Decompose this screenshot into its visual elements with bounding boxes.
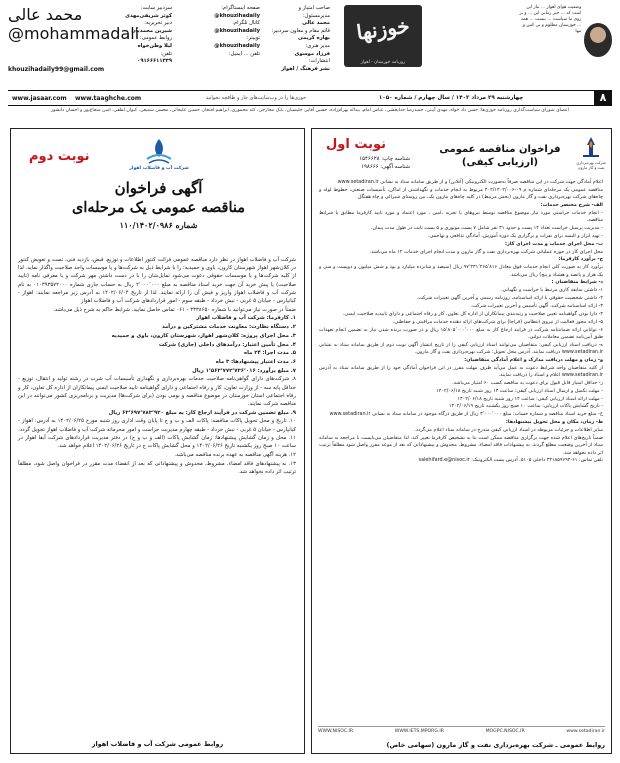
clause: ۱۳. به پیشنهادهای فاقد امضاء، مشروط، مخدوش و پیشنهاداتی که بعد از انقضاء مدت مقرر در فراخوان واصل شود، مطلقاً ترتیب اثر داده نخواهد شد. — [18, 460, 296, 476]
site-link[interactable]: www.taaghche.com — [74, 94, 142, 102]
body-paragraph: - تهیه ابزار و البسه برای نفرات و برگزاری یک دوره آموزش، آمادگی تدافعی و تهاجمی. — [427, 232, 603, 239]
tender-title — [17, 179, 300, 231]
print-id: شناسه چاپ: ۱۵۴۶۶۲۸ — [359, 156, 410, 162]
section-heading: ج- برآورد کارفرما: — [558, 256, 603, 263]
staff-line: @khouzihadaily — [214, 12, 260, 19]
body-paragraph: ۴- دارا بودن گواهینامه تعیین صلاحیت و رتبه‌بندی پیمانکاران از اداره کل تعاون، کار و رفاه اجتماعی و دارای تاییدیه صلاحیت ایمنی. — [342, 310, 603, 317]
section-heading: ب- محل اجرای خدمات و مدت اجرای کار: — [505, 240, 603, 247]
water-company-logo-icon — [129, 137, 189, 167]
section-heading: ط- زمان، مکان و محل تحویل پیشنهادها: — [505, 419, 603, 426]
body-paragraph: محل اجرای کار در حوزه عملیاتی شرکت بهره‌برداری نفت و گاز مارون و مدت انجام اجرای خدمات ۱۲ ماه می‌باشد. — [369, 248, 603, 255]
staff-list-2 — [182, 5, 260, 58]
staff-line: ۰۹۱۶۶۶۱۱۳۳۹ — [137, 58, 172, 65]
editorial-text: وضعیت هوای اهواز ... نیاز این است که ... خبر زمانی این ... و بر روی ما سیاست ... نیست ... همه ... خوزستان مظلوم و بی کس و تنها — [519, 5, 582, 35]
tender-body — [18, 256, 296, 477]
tender-ad-marun — [311, 128, 612, 754]
footer-link[interactable]: www.setadiran.ir — [566, 729, 605, 734]
footer-link[interactable]: WWW.IETS.MPORG.IR — [394, 729, 444, 734]
staff-line: @khouzihadaily — [214, 42, 260, 49]
policy-council: اعضای شورای سیاست‌گذاری روزنامه خوزی‌ها: حسن داد خواه، مهدی آیینی، حمیدرضا خدابخشی، عباس امام، بیداله بهرام‌زاده، حسین آقایی جلیسیان، بابک مخارجی، کته محموری، ابراهیم افتخار، حسین علیخانی، محسن سمیعی، کیوان لطفی، امین شجاع‌پور و احسان دانشور — [50, 108, 570, 113]
read-online-slogan: خوزی‌ها را در وب‌سایت‌های جار و طاقچه بخوانید — [205, 95, 307, 101]
ad-signature: روابط عمومی ـ شرکت بهره‌برداری نفت و گاز مارون (سهامی خاص) — [386, 741, 605, 749]
staff-line: لیلا وطن‌خواه — [137, 42, 172, 49]
tender-title-line2: (ارزیابی کیفی) — [461, 157, 539, 168]
body-paragraph: - تاریخ گشایش پاکات ارزیابی: ساعت ۱۰ صبح روز یکشنبه تاریخ ۱۴۰۲/۰۶/۱۹ — [448, 403, 603, 410]
newspaper-logo — [344, 5, 422, 67]
footer-link[interactable]: MOGPC.NISOC.IR — [485, 729, 525, 734]
staff-line: انتشارات: — [308, 58, 330, 65]
staff-line: شیرین محمدیان — [131, 27, 172, 34]
nisoc-logo-icon — [579, 135, 603, 159]
site-link[interactable]: www.jasaar.com — [12, 94, 67, 102]
contact-email[interactable]: khouzihadaily99@gmail.com — [8, 66, 105, 73]
body-paragraph: مناقصه عمومی یک مرحله‌ای شماره م ۰۹-۴۰۲/۱۴۰۲/۰۰۶ مربوط به انجام خدمات و نگهداشتی از اماکن، تأسیسات صنعتی، خطوط لوله و چاه‌های شرکت بهره‌برداری نفت و گاز مارون (بخش مرتبط) در کلیه چاه‌های مارون یک، بین روستای شیرالی و چاه هفتگل — [319, 186, 603, 201]
body-paragraph: ح- مبلغ خرید اسناد مناقصه و شماره حساب: مبلغ ۳٬۰۰۰٬۰۰۰ ریال از طریق درگاه موجود در سامانه ستاد به نشانی www.setadiran.ir — [329, 411, 603, 418]
tender-ad-water — [10, 128, 305, 754]
round-label: نوبت اول — [326, 137, 387, 152]
body-paragraph: سایر اطلاعات و جزئیات مربوطه در اسناد ارزیابی کیفی مندرج در سامانه ستاد اعلام می‌گردد. — [414, 427, 603, 433]
body-paragraph: ۶- توانایی ارائه ضمانتنامه شرکت در فرایند ارجاع کار به مبلغ ۱۵٬۸۰۵٬۰۰۰٬۰۰۰ ریال و در صورت برنده شدن نیاز به تضمین انجام تعهدات طبق آیین‌نامه تضمین معاملات دولتی. — [319, 326, 603, 340]
staff-line: روابط عمومی: — [139, 35, 172, 42]
body-paragraph: اعلام آمادگی جهت شرکت در این مناقصه صرفاً به‌صورت الکترونیکی (آنلاین) و از طریق سامانه ستاد به نشانی www.setadiran.ir — [337, 179, 603, 185]
body-paragraph: شرکت آب و فاضلاب اهواز در نظر دارد مناقصه عمومی قرائت کنتور اطلاعات و توزیع، قبض، بازدید فنی، تست و تعویض کنتور در کلان‌شهر اهواز شهرستان کارون، باوی و حمیدیه؛ را با شرایط ذیل به شرکت‌ها و یا موسسات واجد صلاحیت واگذار نماید. لذا از کلیه شرکت‌ها و یا موسسات حقوقی دعوت می‌شود تمایل‌شان را با در دست داشتن مهر شرکت و با معرفی نامه (تایید صلاحیت) یا پیش خرید آن جهت خرید اسناد مناقصه به مبلغ ۲٬۰۰۰٬۰۰۰ ریال به حساب جاری شماره ۰۱۰۳۹۳۵۷۲۰۰۰ به نام شرکت آب و فاضلاب اهواز واریز و فیش آن را ارائه نمایند. لذا از تاریخ ۱۴۰۲/۰۶/۰۴ به آدرس زیر مراجعه نمایند: اهواز - کیانپارس - خیابان ۵ غربی - نبش خرداد - طبقه سوم - امور قراردادهای شرکت آب و فاضلاب اهواز — [18, 257, 296, 305]
masthead — [8, 5, 612, 85]
clause: ۷. مبلغ برآورد: ۱٬۵۶۳٬۷۷۲٬۷۳۶٬۰۱۶ ریال — [192, 367, 296, 374]
footer-links — [318, 726, 605, 734]
body-paragraph: - مدیریت پرسنل حراست تعداد ۱۴ پست و حدود ۳۱ نفر شامل ۷ پست موتوری و ۵ پست ثابت در طول مدت پیمان. — [370, 225, 603, 232]
site-links — [8, 95, 141, 102]
section-heading: د- شرایط متقاضیان : — [551, 279, 603, 286]
tender-number: شماره ۱۱۰/۱۴۰۲/۰۹۸۶ — [119, 220, 198, 230]
footer-link[interactable]: WWW.NISOC.IR — [318, 729, 354, 734]
staff-line: فرزاد موسوی — [294, 50, 330, 57]
section-heading: و- زمان و مهلت دریافت مدارک و اعلام آمادگی متقاضیان: — [464, 356, 603, 363]
clause: ۹. مبلغ تضمین شرکت در فرآیند ارجاع کار: به مبلغ ۶۳٬۶۹۷٬۷۸۳٬۹۲۰ ریال — [108, 409, 296, 416]
staff-line: محمد عالی — [302, 20, 330, 27]
section-heading: الف- شرح مختصر خدمات: — [540, 202, 603, 209]
body-paragraph: - مهلت تکمیل و ارسال اسناد ارزیابی کیفی: ساعت ۱۴ روز شنبه تاریخ ۱۴۰۲/۰۶/۱۸ — [436, 387, 603, 394]
body-paragraph: ۵- ارائه مجوز فعالیت از نیروی انتظامی (فراجا) برای شرکت‌های ارائه دهنده خدمات مراقبتی و حفاظتی. — [392, 318, 603, 325]
staff-line: کانال تلگرام: — [232, 20, 260, 27]
staff-list-1 — [270, 5, 330, 73]
body-paragraph: - انجام خدمات حراستی مورد نیاز موضوع مناقصه توسط نیروهای با تجربه ،امین ، مورد اعتماد و مورد تایید کارفرما مطابق با شرایط مناقصه. — [319, 209, 603, 224]
tender-title-line2: مناقصه عمومی یک مرحله‌ای — [71, 199, 246, 216]
tender-body — [319, 179, 603, 465]
staff-line: قائم مقام و معاون سردبیر: — [271, 27, 330, 34]
clause: ۱. کارفرما: شرکت آب و فاضلاب اهواز — [196, 315, 296, 322]
body-paragraph: تلفن تماس: ۶۱-۳۴۱۸۵۹۶۹۴ داخلی ۵۱۰۵. آدرس پست الکترونیک: salehifard.e@nisoc.ir — [418, 457, 603, 464]
clause: ۱۰. تاریخ و محل تحویل پاکات مناقصه: پاکات الف و ب و ج تا پایان وقت اداری روز شنبه مورخ ۱۴۰۲/۰۶/۲۵ به آدرس: اهواز - کیانپارس - خیابان ۵ غربی - نبش خرداد - طبقه چهارم مدیریت حراست و امور محرمانه شرکت آب و فاضلاب اهواز تحویل گردد. — [18, 418, 296, 433]
body-paragraph: از کلیه متقاضیان واجد شرایط دعوت به عمل می‌آید ظرف مهلت مقرر در این فراخوان آمادگی خود را از طریق سامانه ستاد به آدرس www.setadiran.ir اعلام و اسناد را دریافت نمایند. — [319, 364, 603, 379]
staff-line: کوثر شریفی‌مهدی — [125, 12, 172, 19]
staff-line: تلفن ... ایمیل: — [228, 50, 260, 57]
staff-line: توییتر: — [246, 35, 260, 42]
editorial-box — [516, 5, 612, 85]
clause: ۲. دستگاه نظارت: معاونت خدمات مشترکین و درآمد — [161, 324, 296, 331]
round-label: نوبت دوم — [29, 149, 90, 164]
issue-date: چهارشنبه ۲۹ مرداد ۱۴۰۲ / سال چهارم / شماره ۱۰۵۰ — [378, 95, 524, 101]
body-paragraph: ۲- داشتن شخصیت حقوقی با ارائه اساسنامه، روزنامه رسمی و آخرین آگهی تغییرات شرکت. — [416, 295, 603, 302]
org-caption: شرکت بهره‌برداری نفت و گاز مارون — [576, 160, 606, 170]
body-paragraph: ۳- ارائه اساسنامه شرکت، آگهی تأسیس و آخرین تغییرات شرکت. — [470, 303, 603, 309]
ad-id: شناسه آگهی: ۱۹۸۶۶۶ — [361, 164, 410, 170]
staff-line: صفحه اینستاگرام: — [221, 5, 260, 11]
body-paragraph: ۱- داشتن سابقه کاری مرتبط با حراست و نگهبانی. — [501, 287, 603, 294]
staff-line: نشر فرهنگ / اهواز — [281, 65, 330, 72]
body-paragraph: ضمناً تاریخ‌های اعلام شده جهت برگزاری مناقصه ممکن است بنا به تشخیص کارفرما تغییر کند. لذا متقاضیان می‌بایست با مراجعه به سامانه ستاد از آخرین وضعیت مطلع گردند. به پیشنهادات فاقد امضاء، مشروط، مخدوش و پیشنهاداتی که بعد از موعد مقرر واصل شود مطلقاً ترتیب اثر داده نخواهد شد. — [319, 434, 603, 456]
editor-handle: @mohammadali — [8, 24, 140, 43]
body-paragraph: برآورد کار به صورت کلی انجام خدمات فوق معادل ۹۷٬۳۳۱٬۲۶۵٬۸۱۶ ریال (سیصد و شانزده میلیارد و نود و شش میلیون و دویست و سی و یک هزار و پانصد و هشتاد و پنج) ریال می‌باشد. — [319, 264, 603, 278]
staff-list-3 — [108, 5, 172, 66]
staff-line: مدیر هنری: — [305, 42, 330, 49]
staff-line: بهاره کریمی — [297, 35, 330, 42]
page-number: ۸ — [594, 91, 612, 105]
tender-title-line1: آگهی فراخوان — [114, 179, 203, 197]
body-paragraph: ز- حداقل امتیاز قابل قبول برای دعوت به مناقصه کسب ۶۰ امتیاز می‌باشد. — [452, 379, 603, 386]
body-paragraph: ضمناً در صورت نیاز می‌توانید با شماره ۳۳۳۸۶۵۰ - ۰۶۱ تماس حاصل نمایید. شرایط حاکم به شرح ذیل می‌باشد. — [53, 306, 296, 313]
staff-line: @khouzihadaily — [214, 27, 260, 34]
logo-text: خوزنها — [354, 13, 412, 45]
clause: ۵. مدت اجرا: ۲۴ ماه — [243, 350, 296, 357]
tender-title-line1: فراخوان مناقصه عمومی — [439, 144, 561, 155]
editor-name: محمد عالی — [8, 5, 83, 24]
clause: ۴. محل تأمین اعتبار: درآمدهای داخلی (جاری) شرکت — [158, 341, 296, 348]
staff-line: دبیر تحریریه: — [144, 20, 172, 27]
staff-line: سردبیر سایت: — [140, 5, 172, 11]
clause: ۸. شرکت‌های دارای گواهی‌نامه صلاحیت خدمات بهره‌برداری و نگهداری تأسیسات آب شرب در رشته تولید و انتقال، توزیع - حداقل پایه سه - از وزارت تعاون، کار و رفاه اجتماعی و دارای گواهینامه تایید صلاحیت ایمنی پیمانکاران از اداره کل تعاون، کار و رفاه اجتماعی استان خوزستان در موضوع مناقصه و بومی بودن (برای شرکت‌ها) مدیریت و برنامه‌ریزی کشور می‌توانند در این مناقصه شرکت نمایند. — [18, 376, 296, 407]
clause: ۱۱. محل و زمان گشایش پیشنهادها: زمان گشایش پاکات (الف و ب و ج) در دفتر مدیریت قراردادهای شرکت آبفا اهواز در ساعت ۱۰ صبح روز یکشنبه تاریخ ۱۴۰۲/۰۶/۲۶ و محل گشایش پاکات ج در تاریخ ۱۴۰۲/۰۶/۲۶ اعلام خواهد شد. — [18, 435, 296, 450]
staff-line: صاحب امتیاز و مدیرمسئول: — [298, 5, 330, 19]
ad-signature: روابط عمومی شرکت آب و فاضلاب اهواز — [91, 740, 224, 748]
water-company-caption: شرکت آب و فاضلاب اهواز — [129, 166, 189, 171]
ad-reference-numbers — [320, 155, 410, 171]
staff-line: تلفن: — [160, 50, 172, 57]
clause: ۱۲. هزینه آگهی مناقصه به عهده برنده مناقصه می‌باشد. — [174, 452, 296, 459]
tender-title — [425, 143, 575, 169]
editor-photo — [584, 23, 612, 57]
logo-subtitle: روزنامه خوزستان - اهواز — [360, 60, 406, 65]
clause: ۳. محل اجرای پروژه: کلان‌شهر اهواز، شهرستان کارون، باوی و حمیدیه — [111, 332, 296, 339]
body-paragraph: ه- دریافت اسناد ارزیابی کیفی: متقاضیان می‌توانند اسناد ارزیابی کیفی را از تاریخ انتشار آگهی نوبت دوم از طریق سامانه ستاد به نشانی www.setadiran.ir دریافت نمایند. آدرس محل تحویل: شرکت بهره‌برداری نفت و گاز مارون. — [319, 341, 603, 356]
clause: ۶. مدت اعتبار پیشنهادها: ۳ ماه — [215, 358, 296, 365]
body-paragraph: - مهلت ارائه اسناد ارزیابی کیفی: ساعت ۱۴ روز شنبه تاریخ ۱۴۰۲/۰۶/۱۸ — [457, 395, 603, 402]
date-bar — [8, 90, 612, 106]
